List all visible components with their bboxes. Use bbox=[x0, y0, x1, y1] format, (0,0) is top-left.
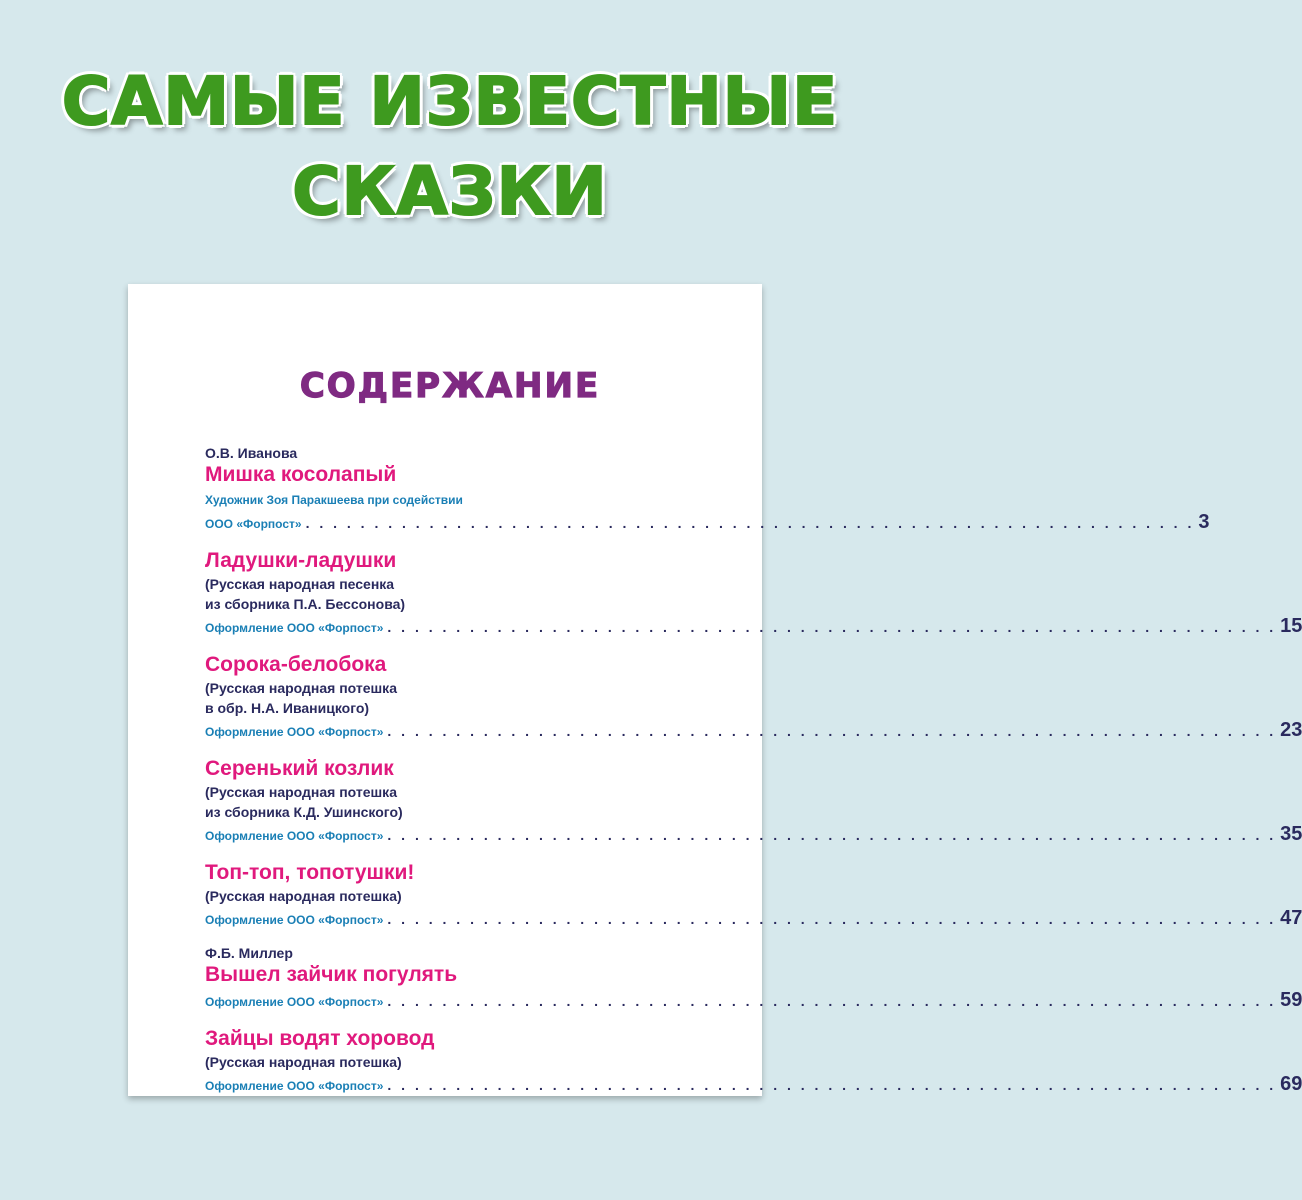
toc-dot-leader: . . . . . . . . . . . . . . . . . . . . . . . . . . . . . . . . . . . . . . . . . . . . . . . . . . . . . . . . . . . . . . . . . bbox=[387, 619, 1277, 635]
toc-subtitle: (Русская народная потешка bbox=[205, 680, 397, 696]
toc-credit-row bbox=[205, 718, 1302, 744]
toc-story-title: Вышел зайчик погулять bbox=[205, 963, 458, 986]
toc-story-title: Зайцы водят хоровод bbox=[205, 1027, 435, 1050]
toc-author: О.В. Иванова bbox=[205, 445, 298, 461]
toc-title: СОДЕРЖАНИЕ bbox=[299, 366, 601, 406]
toc-subtitle: (Русская народная потешка bbox=[205, 784, 397, 800]
toc-page-number: 15 bbox=[1280, 615, 1302, 637]
toc-credit: Оформление ООО «Форпост» bbox=[205, 829, 384, 843]
toc-credit-row bbox=[205, 614, 1302, 640]
toc-entry bbox=[205, 444, 1210, 536]
toc-subtitle: из сборника К.Д. Ушинского) bbox=[205, 804, 403, 820]
toc-entry bbox=[205, 756, 1302, 848]
toc-dot-leader: . . . . . . . . . . . . . . . . . . . . . . . . . . . . . . . . . . . . . . . . . . . . . . . . . . . . . . . . . . . . . . . . . bbox=[387, 911, 1277, 927]
toc-credit: Оформление ООО «Форпост» bbox=[205, 1079, 384, 1093]
toc-dot-leader: . . . . . . . . . . . . . . . . . . . . . . . . . . . . . . . . . . . . . . . . . . . . . . . . . . . . . . . . . . . . . . . . . bbox=[305, 515, 1195, 531]
toc-subtitle: в обр. Н.А. Иваницкого) bbox=[205, 700, 370, 716]
toc-story-title: Сорока-белобока bbox=[205, 653, 387, 676]
toc-credit: Оформление ООО «Форпост» bbox=[205, 621, 384, 635]
toc-credit-row bbox=[205, 822, 1302, 848]
toc-author: Ф.Б. Миллер bbox=[205, 945, 293, 961]
toc-entry bbox=[205, 652, 1302, 744]
toc-page-number: 59 bbox=[1280, 989, 1302, 1011]
toc-page-number: 35 bbox=[1280, 823, 1302, 845]
toc-page-number: 23 bbox=[1280, 719, 1302, 741]
toc-credit: Оформление ООО «Форпост» bbox=[205, 995, 384, 1009]
toc-list bbox=[205, 444, 1302, 1098]
toc-credit-row bbox=[205, 1072, 1302, 1098]
headline-line-1: САМЫЕ ИЗВЕСТНЫЕ bbox=[61, 63, 839, 140]
toc-story-title: Ладушки-ладушки bbox=[205, 549, 397, 572]
toc-entry bbox=[205, 1026, 1302, 1098]
toc-subtitle: из сборника П.А. Бессонова) bbox=[205, 596, 406, 612]
toc-story-title: Серенький козлик bbox=[205, 757, 394, 780]
toc-credit: Оформление ООО «Форпост» bbox=[205, 913, 384, 927]
toc-credit: ООО «Форпост» bbox=[205, 517, 302, 531]
toc-story-title: Мишка косолапый bbox=[205, 463, 397, 486]
toc-credit-extra: Художник Зоя Паракшеева при содействии bbox=[205, 493, 463, 507]
toc-page-number: 69 bbox=[1280, 1073, 1302, 1095]
toc-credit-row bbox=[205, 906, 1302, 932]
toc-dot-leader: . . . . . . . . . . . . . . . . . . . . . . . . . . . . . . . . . . . . . . . . . . . . . . . . . . . . . . . . . . . . . . . . . bbox=[387, 993, 1277, 1009]
toc-entry bbox=[205, 860, 1302, 932]
headline-line-2: СКАЗКИ bbox=[292, 153, 608, 230]
toc-page-number: 47 bbox=[1280, 907, 1302, 929]
toc-entry bbox=[205, 944, 1302, 1014]
toc-dot-leader: . . . . . . . . . . . . . . . . . . . . . . . . . . . . . . . . . . . . . . . . . . . . . . . . . . . . . . . . . . . . . . . . . bbox=[387, 723, 1277, 739]
toc-credit: Оформление ООО «Форпост» bbox=[205, 725, 384, 739]
toc-dot-leader: . . . . . . . . . . . . . . . . . . . . . . . . . . . . . . . . . . . . . . . . . . . . . . . . . . . . . . . . . . . . . . . . . bbox=[387, 827, 1277, 843]
toc-credit-row bbox=[205, 988, 1302, 1014]
toc-entry bbox=[205, 548, 1302, 640]
toc-page-number: 3 bbox=[1198, 511, 1210, 533]
toc-subtitle: (Русская народная потешка) bbox=[205, 1054, 402, 1070]
toc-subtitle: (Русская народная потешка) bbox=[205, 888, 402, 904]
toc-dot-leader: . . . . . . . . . . . . . . . . . . . . . . . . . . . . . . . . . . . . . . . . . . . . . . . . . . . . . . . . . . . . . . . . . bbox=[387, 1077, 1277, 1093]
toc-story-title: Топ-топ, топотушки! bbox=[205, 861, 415, 884]
toc-credit-row bbox=[205, 510, 1210, 536]
toc-subtitle: (Русская народная песенка bbox=[205, 576, 395, 592]
